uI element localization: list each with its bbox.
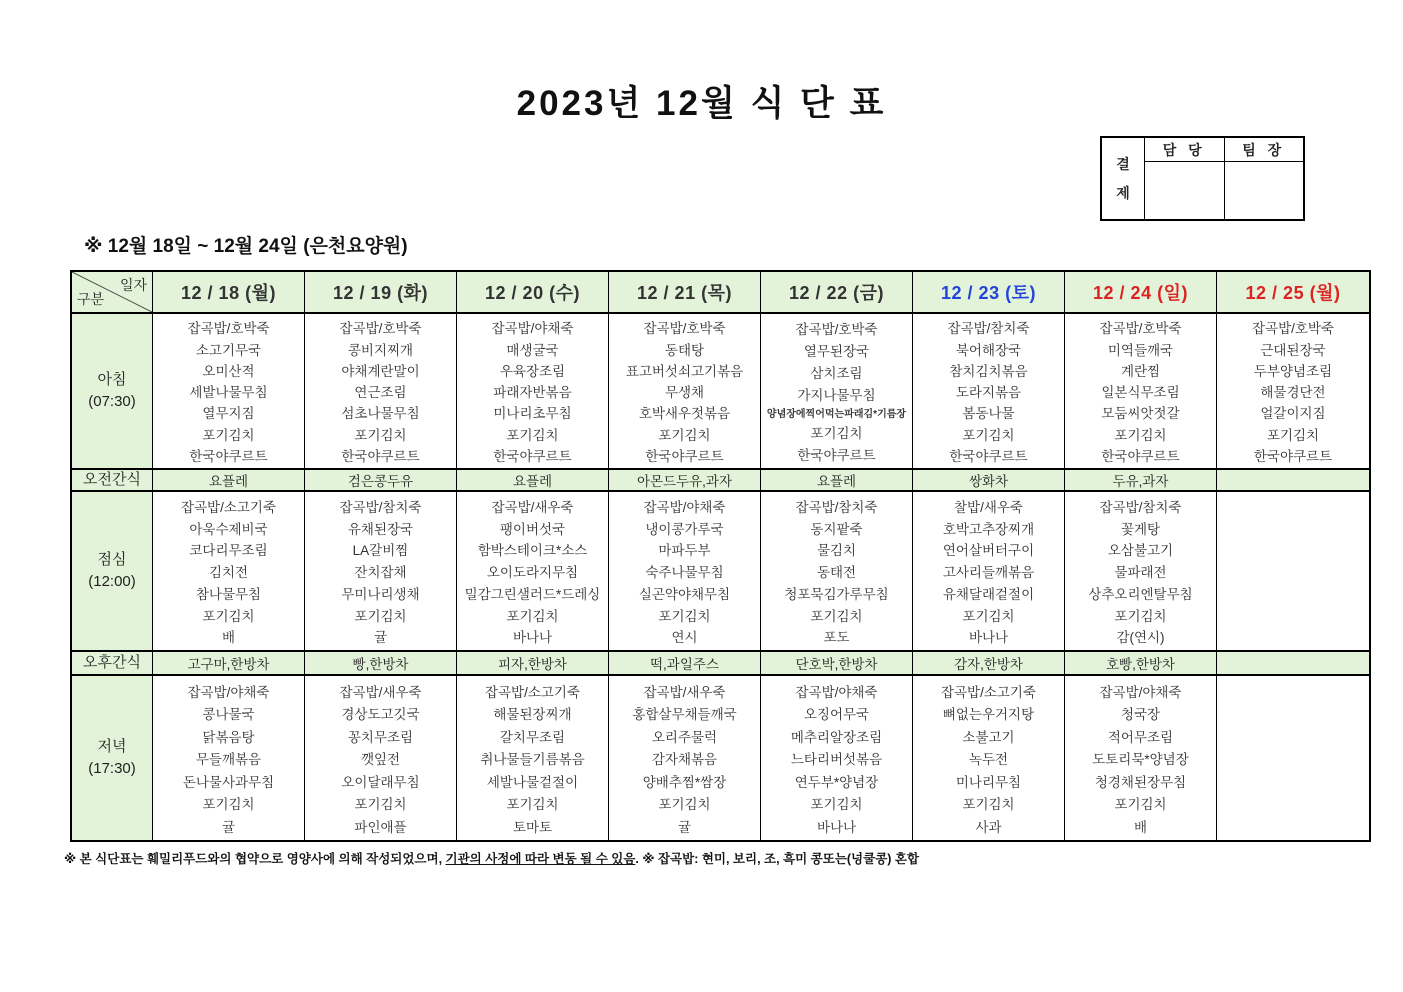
menu-item: 동지팥죽 bbox=[810, 521, 863, 537]
snack-cell: 단호박,한방차 bbox=[761, 652, 913, 674]
menu-item: 잡곡밥/새우죽 bbox=[643, 684, 726, 700]
approval-header-damdang: 담 당 bbox=[1145, 138, 1224, 162]
date-header: 12 / 18 (월) bbox=[153, 272, 305, 312]
menu-item: 잡곡밥/야채죽 bbox=[1099, 684, 1182, 700]
menu-item: 사과 bbox=[975, 819, 1002, 835]
snack-cell: 아몬드두유,과자 bbox=[609, 470, 761, 490]
approval-box bbox=[1100, 136, 1305, 221]
menu-item: 잡곡밥/야채죽 bbox=[643, 499, 726, 515]
menu-item: 오미산적 bbox=[202, 363, 255, 379]
menu-item: 표고버섯쇠고기볶음 bbox=[625, 363, 744, 379]
approval-column-timjang bbox=[1224, 138, 1304, 219]
menu-item: 섬초나물무침 bbox=[341, 406, 420, 422]
menu-item: 얼갈이지짐 bbox=[1260, 406, 1326, 422]
menu-item: 포기김치 bbox=[506, 797, 559, 812]
menu-item: 한국야쿠르트 bbox=[1253, 448, 1333, 464]
menu-item: 포기김치 bbox=[810, 797, 863, 812]
meal-cell bbox=[609, 314, 761, 468]
menu-item: 토마토 bbox=[512, 819, 553, 835]
menu-item: 실곤약야채무침 bbox=[638, 586, 731, 602]
menu-item: 포기김치 bbox=[658, 797, 711, 812]
menu-item: 한국야쿠르트 bbox=[341, 448, 420, 464]
menu-item: 소고기무국 bbox=[195, 342, 262, 358]
menu-item: 양념장에찍어먹는파래김*기름장 bbox=[766, 409, 907, 421]
meal-cell bbox=[1065, 492, 1217, 650]
footnote bbox=[64, 849, 919, 867]
footnote-text-1: ※ 본 식단표는 훼밀리푸드와의 협약으로 영양사에 의해 작성되었으며, bbox=[64, 852, 446, 866]
meal-cell bbox=[1217, 676, 1369, 840]
menu-item: 잡곡밥/참치죽 bbox=[1099, 499, 1182, 515]
menu-item: 귤 bbox=[373, 630, 388, 646]
menu-item: 잡곡밥/호박죽 bbox=[339, 321, 422, 337]
menu-item: 바나나 bbox=[816, 819, 857, 835]
menu-item: 바나나 bbox=[968, 630, 1009, 646]
date-header: 12 / 24 (일) bbox=[1065, 272, 1217, 312]
menu-item: 잡곡밥/야채죽 bbox=[795, 684, 878, 700]
menu-item: 청국장 bbox=[1120, 707, 1161, 722]
approval-stamp-label bbox=[1102, 138, 1145, 219]
menu-item: 잡곡밥/새우죽 bbox=[491, 499, 574, 515]
date-header: 12 / 23 (토) bbox=[913, 272, 1065, 312]
menu-item: 포기김치 bbox=[1114, 608, 1167, 624]
corner-cell bbox=[72, 272, 153, 312]
menu-item: 아욱수제비국 bbox=[189, 521, 268, 537]
snack-cell: 고구마,한방차 bbox=[153, 652, 305, 674]
meal-cell bbox=[457, 676, 609, 840]
menu-item: 유채달래겉절이 bbox=[942, 586, 1035, 602]
menu-item: 바나나 bbox=[512, 630, 553, 646]
menu-item: 청포묵김가루무침 bbox=[784, 586, 889, 602]
menu-item: 녹두전 bbox=[968, 752, 1009, 767]
meal-cell bbox=[305, 492, 457, 650]
menu-item: 미역들깨국 bbox=[1107, 342, 1174, 358]
menu-item: 청경채된장무침 bbox=[1094, 774, 1187, 790]
menu-item: 물김치 bbox=[816, 543, 857, 559]
table-header-row bbox=[72, 272, 1369, 314]
menu-item: 연시 bbox=[671, 630, 698, 646]
menu-item: 잡곡밥/참치죽 bbox=[339, 499, 422, 515]
menu-item: 두부양념조림 bbox=[1253, 363, 1333, 379]
meal-cell bbox=[1217, 492, 1369, 650]
menu-item: 도토리묵*양념장 bbox=[1092, 752, 1189, 767]
meal-cell bbox=[913, 676, 1065, 840]
menu-item: 계란찜 bbox=[1120, 363, 1161, 379]
menu-item: 포기김치 bbox=[506, 608, 559, 624]
menu-item: 뼈없는우거지탕 bbox=[942, 707, 1035, 722]
menu-item: 포기김치 bbox=[354, 427, 407, 443]
menu-item: 찰밥/새우죽 bbox=[954, 499, 1023, 515]
meal-cell bbox=[761, 492, 913, 650]
menu-item: 포기김치 bbox=[202, 427, 255, 443]
menu-item: 호박새우젓볶음 bbox=[638, 406, 731, 422]
menu-item: 감(연시) bbox=[1116, 630, 1165, 646]
menu-item: 포기김치 bbox=[810, 608, 863, 624]
menu-item: 잡곡밥/호박죽 bbox=[1099, 321, 1182, 337]
row-label: 오후간식 bbox=[72, 652, 153, 674]
menu-item: 포기김치 bbox=[962, 427, 1015, 443]
menu-item: 포기김치 bbox=[1266, 427, 1320, 443]
snack-cell: 쌍화차 bbox=[913, 470, 1065, 490]
menu-item: 적어무조림 bbox=[1107, 729, 1174, 745]
approval-columns bbox=[1145, 138, 1303, 219]
row-label: 아침 (07:30) bbox=[72, 314, 153, 468]
menu-item: 한국야쿠르트 bbox=[797, 448, 876, 464]
menu-item: 오징어무국 bbox=[803, 707, 870, 722]
menu-item: 밀감그린샐러드*드레싱 bbox=[464, 586, 601, 602]
menu-item: 꽁치무조림 bbox=[347, 729, 414, 745]
menu-item: 포기김치 bbox=[658, 608, 711, 624]
menu-item: LA갈비찜 bbox=[352, 543, 409, 559]
menu-item: 삼치조림 bbox=[810, 365, 863, 381]
table-row bbox=[72, 314, 1369, 470]
menu-item: 유채된장국 bbox=[347, 521, 414, 537]
snack-cell bbox=[1217, 652, 1369, 674]
menu-item: 메추리알장조림 bbox=[790, 729, 883, 745]
menu-item: 김치전 bbox=[208, 565, 249, 580]
menu-item: 잡곡밥/소고기죽 bbox=[180, 499, 277, 515]
menu-item: 배 bbox=[1133, 819, 1148, 835]
menu-item: 가지나물무침 bbox=[797, 387, 876, 403]
menu-item: 갈치무조림 bbox=[499, 729, 566, 745]
menu-item: 냉이콩가루국 bbox=[645, 521, 724, 537]
menu-item: 세발나물무침 bbox=[189, 385, 268, 400]
menu-table bbox=[70, 270, 1371, 842]
meal-cell bbox=[761, 314, 913, 468]
menu-item: 연근조림 bbox=[354, 385, 407, 400]
footnote-underlined-text: 기관의 사정에 따라 변동 될 수 있음 bbox=[445, 852, 636, 866]
menu-item: 느타리버섯볶음 bbox=[790, 752, 883, 767]
menu-item: 양배추찜*쌈장 bbox=[642, 774, 727, 790]
snack-cell: 요플레 bbox=[457, 470, 609, 490]
date-header: 12 / 25 (월) bbox=[1245, 283, 1341, 303]
menu-item: 꽃게탕 bbox=[1120, 521, 1161, 537]
menu-item: 배 bbox=[221, 630, 236, 646]
menu-item: 참치김치볶음 bbox=[949, 363, 1028, 379]
meal-cell bbox=[305, 314, 457, 468]
menu-item: 깻잎전 bbox=[360, 752, 401, 767]
menu-item: 경상도고깃국 bbox=[341, 707, 420, 722]
approval-stamp-char-2: 제 bbox=[1116, 185, 1130, 201]
menu-item: 오삼불고기 bbox=[1107, 543, 1174, 559]
menu-item: 잔치잡채 bbox=[354, 565, 407, 580]
meal-cell bbox=[153, 492, 305, 650]
snack-cell: 검은콩두유 bbox=[305, 470, 457, 490]
menu-item: 물파래전 bbox=[1114, 565, 1167, 580]
date-header: 12 / 21 (목) bbox=[609, 272, 761, 312]
page-title: 2023년 12월 식 단 표 bbox=[516, 84, 887, 123]
menu-item: 호박고추장찌개 bbox=[942, 521, 1035, 537]
snack-cell: 요플레 bbox=[761, 470, 913, 490]
snack-cell: 떡,과일주스 bbox=[609, 652, 761, 674]
menu-item: 잡곡밥/호박죽 bbox=[187, 321, 270, 337]
date-header: 12 / 20 (수) bbox=[457, 272, 609, 312]
meal-cell bbox=[761, 676, 913, 840]
date-header: 12 / 22 (금) bbox=[761, 272, 913, 312]
menu-item: 열무지짐 bbox=[202, 406, 255, 422]
corner-label-category: 구분 bbox=[77, 290, 105, 307]
menu-item: 모둠씨앗젓갈 bbox=[1101, 406, 1180, 422]
menu-item: 포기김치 bbox=[962, 797, 1015, 812]
menu-item: 한국야쿠르트 bbox=[645, 448, 724, 464]
approval-sign-cell-damdang bbox=[1145, 162, 1224, 219]
meal-cell bbox=[457, 492, 609, 650]
menu-item: 봄동나물 bbox=[962, 406, 1015, 422]
menu-item: 잡곡밥/호박죽 bbox=[795, 321, 878, 337]
approval-sign-cell-timjang bbox=[1225, 162, 1304, 219]
menu-item: 콩비지찌개 bbox=[347, 342, 414, 358]
meal-cell bbox=[457, 314, 609, 468]
menu-item: 포기김치 bbox=[506, 427, 559, 443]
menu-item: 포기김치 bbox=[810, 426, 863, 442]
menu-item: 해물된장찌개 bbox=[493, 707, 572, 722]
menu-item: 오이도라지무침 bbox=[486, 565, 579, 580]
meal-cell bbox=[913, 492, 1065, 650]
menu-item: 돈나물사과무침 bbox=[182, 774, 275, 790]
menu-item: 파인애플 bbox=[354, 819, 407, 835]
meal-cell bbox=[609, 492, 761, 650]
menu-item: 포기김치 bbox=[354, 797, 407, 812]
meal-cell bbox=[305, 676, 457, 840]
menu-item: 귤 bbox=[221, 819, 236, 835]
snack-cell: 요플레 bbox=[153, 470, 305, 490]
menu-item: 귤 bbox=[677, 819, 692, 835]
row-label: 오전간식 bbox=[72, 470, 153, 490]
menu-item: 파래자반볶음 bbox=[493, 385, 572, 400]
menu-item: 오리주물럭 bbox=[651, 729, 718, 745]
week-range-subtitle: ※ 12월 18일 ~ 12월 24일 (은천요양원) bbox=[84, 236, 408, 257]
menu-item: 포기김치 bbox=[202, 797, 255, 812]
menu-item: 한국야쿠르트 bbox=[189, 448, 268, 464]
menu-item: 잡곡밥/호박죽 bbox=[1252, 321, 1334, 337]
footnote-text-2: . ※ 잡곡밥: 현미, 보리, 조, 흑미 콩또는(넝쿨콩) 혼합 bbox=[635, 852, 920, 866]
menu-item: 잡곡밥/참치죽 bbox=[947, 321, 1030, 337]
row-label: 점심 (12:00) bbox=[72, 492, 153, 650]
menu-item: 무생채 bbox=[664, 385, 705, 400]
menu-item: 포기김치 bbox=[354, 608, 407, 624]
menu-item: 한국야쿠르트 bbox=[1101, 448, 1180, 464]
menu-item: 감자채볶음 bbox=[651, 752, 718, 767]
menu-item: 상추오리엔탈무침 bbox=[1088, 586, 1193, 602]
menu-item: 한국야쿠르트 bbox=[949, 448, 1028, 464]
meal-cell bbox=[609, 676, 761, 840]
meal-cell bbox=[1217, 314, 1369, 468]
menu-item: 마파두부 bbox=[658, 543, 711, 559]
menu-item: 포기김치 bbox=[202, 608, 255, 624]
snack-cell: 피자,한방차 bbox=[457, 652, 609, 674]
menu-item: 미나리무침 bbox=[955, 774, 1022, 790]
snack-cell: 빵,한방차 bbox=[305, 652, 457, 674]
menu-item: 세발나물겉절이 bbox=[486, 774, 579, 790]
table-row bbox=[72, 676, 1369, 840]
menu-item: 무미나리생채 bbox=[341, 586, 420, 602]
menu-item: 소불고기 bbox=[962, 729, 1015, 745]
menu-item: 잡곡밥/야채죽 bbox=[187, 684, 270, 700]
table-row bbox=[72, 652, 1369, 676]
menu-item: 포기김치 bbox=[1114, 797, 1167, 812]
approval-column-damdang bbox=[1145, 138, 1224, 219]
snack-cell: 두유,과자 bbox=[1065, 470, 1217, 490]
corner-label-date: 일자 bbox=[119, 277, 147, 293]
snack-cell: 감자,한방차 bbox=[913, 652, 1065, 674]
meal-cell bbox=[153, 676, 305, 840]
menu-item: 동태탕 bbox=[664, 342, 705, 358]
menu-item: 잡곡밥/참치죽 bbox=[795, 499, 878, 515]
menu-item: 연두부*양념장 bbox=[794, 774, 879, 790]
menu-item: 잡곡밥/소고기죽 bbox=[940, 684, 1037, 700]
menu-item: 함박스테이크*소스 bbox=[477, 543, 588, 559]
meal-cell bbox=[913, 314, 1065, 468]
menu-item: 북어해장국 bbox=[955, 342, 1022, 358]
menu-item: 야채계란말이 bbox=[341, 363, 420, 379]
menu-item: 오이달래무침 bbox=[341, 774, 420, 790]
table-row bbox=[72, 492, 1369, 652]
meal-cell bbox=[153, 314, 305, 468]
menu-item: 콩나물국 bbox=[202, 707, 255, 722]
menu-item: 고사리들깨볶음 bbox=[942, 565, 1035, 580]
menu-item: 해물경단전 bbox=[1260, 385, 1326, 400]
menu-item: 닭볶음탕 bbox=[202, 729, 255, 745]
menu-item: 포기김치 bbox=[658, 427, 711, 443]
menu-item: 근대된장국 bbox=[1260, 342, 1326, 358]
meal-cell bbox=[1065, 314, 1217, 468]
date-header: 12 / 19 (화) bbox=[305, 272, 457, 312]
menu-item: 숙주나물무침 bbox=[645, 565, 724, 580]
menu-item: 도라지볶음 bbox=[955, 385, 1022, 400]
menu-item: 매생굴국 bbox=[506, 342, 559, 358]
menu-item: 한국야쿠르트 bbox=[493, 448, 572, 464]
menu-item: 동태전 bbox=[816, 565, 857, 580]
approval-header-timjang: 팀 장 bbox=[1225, 138, 1304, 162]
menu-item: 잡곡밥/새우죽 bbox=[339, 684, 422, 700]
approval-stamp-char-1: 결 bbox=[1116, 156, 1130, 172]
menu-item: 무들깨볶음 bbox=[195, 752, 262, 767]
menu-item: 일본식무조림 bbox=[1101, 385, 1180, 400]
menu-item: 코다리무조림 bbox=[189, 543, 268, 559]
menu-item: 취나물들기름볶음 bbox=[480, 752, 585, 767]
snack-cell bbox=[1217, 470, 1369, 490]
menu-item: 열무된장국 bbox=[803, 343, 870, 359]
menu-item: 연어살버터구이 bbox=[942, 543, 1035, 559]
row-label: 저녁 (17:30) bbox=[72, 676, 153, 840]
menu-item: 잡곡밥/소고기죽 bbox=[484, 684, 581, 700]
menu-item: 포기김치 bbox=[1114, 427, 1167, 443]
table-row bbox=[72, 470, 1369, 492]
menu-item: 홍합살무채들깨국 bbox=[632, 707, 737, 722]
menu-item: 잡곡밥/야채죽 bbox=[491, 321, 574, 337]
menu-item: 잡곡밥/호박죽 bbox=[643, 321, 726, 337]
menu-item: 미나리초무침 bbox=[493, 406, 572, 422]
menu-item: 포도 bbox=[823, 630, 850, 646]
menu-item: 팽이버섯국 bbox=[499, 521, 566, 537]
menu-item: 포기김치 bbox=[962, 608, 1015, 624]
snack-cell: 호빵,한방차 bbox=[1065, 652, 1217, 674]
menu-item: 우육장조림 bbox=[499, 363, 566, 379]
menu-item: 참나물무침 bbox=[195, 586, 262, 602]
meal-cell bbox=[1065, 676, 1217, 840]
